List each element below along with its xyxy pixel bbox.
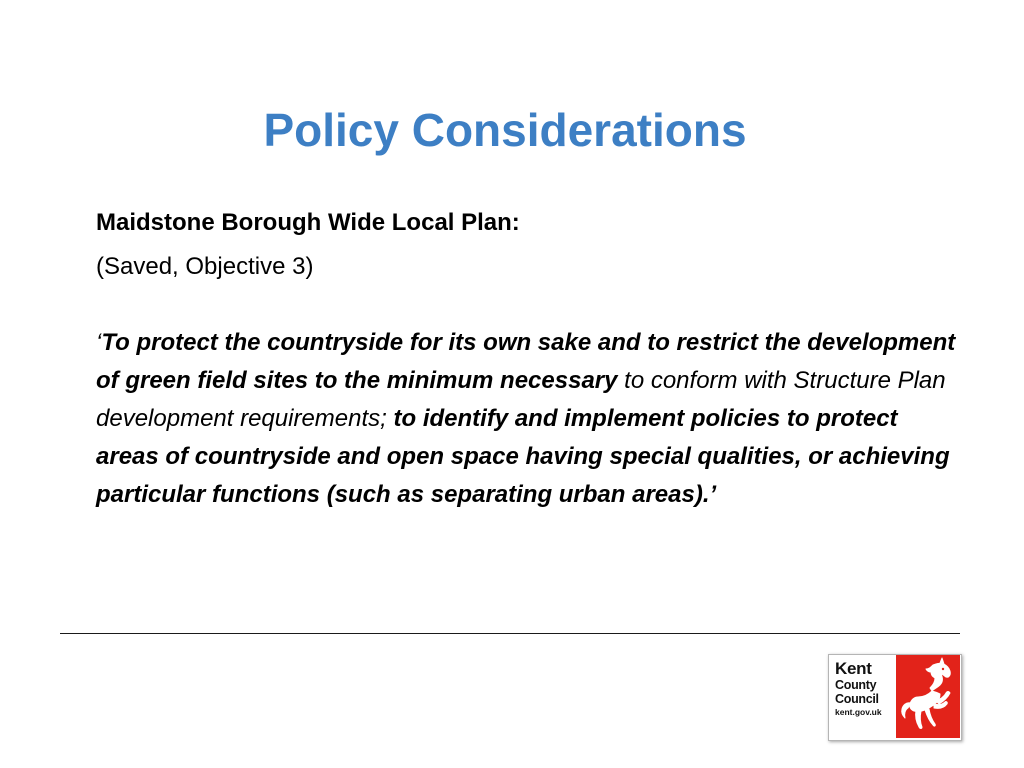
- quote-open-mark: ‘: [96, 329, 102, 356]
- quote-bold-part-2: to identify and implement policies to protect areas of countryside and open space having special qualities, or achieving particular functions (such as separating urban areas).’: [96, 405, 950, 508]
- slide-title: Policy Considerations: [263, 104, 747, 156]
- quote-bold-part-1: To protect the countryside for its own sake and to restrict the development of green field sites to the minimum necessary: [96, 329, 956, 394]
- slide-body: [96, 204, 976, 514]
- logo-line-kent: Kent: [835, 659, 872, 678]
- policy-quote: [96, 324, 966, 514]
- logo-url: kent.gov.uk: [835, 707, 882, 717]
- kent-county-council-logo: [828, 654, 962, 741]
- plan-subheading: (Saved, Objective 3): [96, 253, 314, 280]
- footer-divider: [60, 633, 960, 634]
- plan-heading: Maidstone Borough Wide Local Plan:: [96, 209, 520, 236]
- quote-regular-part: to conform with Structure Plan development requirements;: [96, 367, 946, 432]
- white-horse-icon-graphic: [896, 655, 960, 738]
- horse-eye: [942, 668, 944, 670]
- logo-wordmark: [829, 655, 895, 740]
- logo-line-county: County: [835, 678, 877, 692]
- white-horse-icon: [895, 655, 960, 738]
- logo-line-council: Council: [835, 692, 879, 706]
